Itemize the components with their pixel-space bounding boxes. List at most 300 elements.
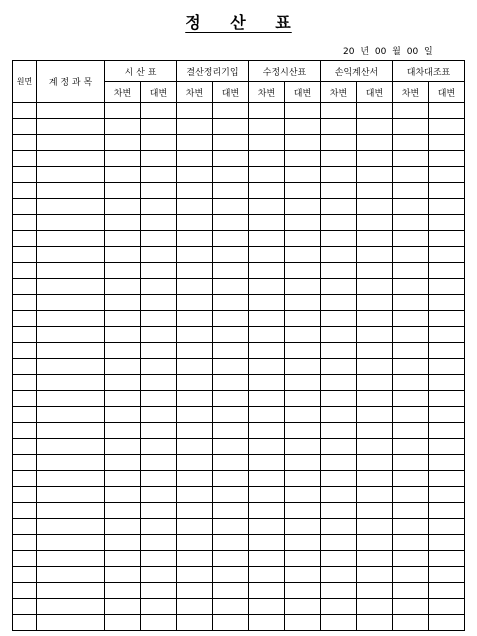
amount-cell[interactable] — [249, 407, 285, 423]
row-number-cell[interactable] — [13, 423, 37, 439]
row-number-cell[interactable] — [13, 535, 37, 551]
amount-cell[interactable] — [177, 119, 213, 135]
amount-cell[interactable] — [213, 423, 249, 439]
amount-cell[interactable] — [285, 551, 321, 567]
amount-cell[interactable] — [105, 487, 141, 503]
amount-cell[interactable] — [429, 599, 465, 615]
amount-cell[interactable] — [141, 551, 177, 567]
amount-cell[interactable] — [177, 135, 213, 151]
amount-cell[interactable] — [177, 471, 213, 487]
amount-cell[interactable] — [105, 359, 141, 375]
amount-cell[interactable] — [393, 503, 429, 519]
amount-cell[interactable] — [429, 519, 465, 535]
amount-cell[interactable] — [105, 535, 141, 551]
row-number-cell[interactable] — [13, 407, 37, 423]
amount-cell[interactable] — [285, 151, 321, 167]
amount-cell[interactable] — [213, 119, 249, 135]
amount-cell[interactable] — [429, 503, 465, 519]
amount-cell[interactable] — [141, 535, 177, 551]
amount-cell[interactable] — [105, 215, 141, 231]
amount-cell[interactable] — [321, 519, 357, 535]
amount-cell[interactable] — [357, 263, 393, 279]
amount-cell[interactable] — [357, 103, 393, 119]
amount-cell[interactable] — [249, 551, 285, 567]
amount-cell[interactable] — [285, 311, 321, 327]
amount-cell[interactable] — [321, 359, 357, 375]
amount-cell[interactable] — [285, 583, 321, 599]
amount-cell[interactable] — [105, 151, 141, 167]
amount-cell[interactable] — [321, 407, 357, 423]
amount-cell[interactable] — [141, 215, 177, 231]
amount-cell[interactable] — [357, 311, 393, 327]
amount-cell[interactable] — [321, 135, 357, 151]
amount-cell[interactable] — [285, 391, 321, 407]
amount-cell[interactable] — [141, 327, 177, 343]
amount-cell[interactable] — [393, 551, 429, 567]
amount-cell[interactable] — [429, 183, 465, 199]
amount-cell[interactable] — [177, 519, 213, 535]
amount-cell[interactable] — [429, 583, 465, 599]
amount-cell[interactable] — [141, 567, 177, 583]
amount-cell[interactable] — [429, 407, 465, 423]
row-number-cell[interactable] — [13, 503, 37, 519]
amount-cell[interactable] — [429, 423, 465, 439]
amount-cell[interactable] — [285, 247, 321, 263]
amount-cell[interactable] — [141, 199, 177, 215]
row-number-cell[interactable] — [13, 279, 37, 295]
amount-cell[interactable] — [249, 231, 285, 247]
amount-cell[interactable] — [249, 167, 285, 183]
amount-cell[interactable] — [321, 503, 357, 519]
amount-cell[interactable] — [321, 295, 357, 311]
amount-cell[interactable] — [213, 567, 249, 583]
account-cell[interactable] — [37, 423, 105, 439]
amount-cell[interactable] — [213, 583, 249, 599]
account-cell[interactable] — [37, 391, 105, 407]
amount-cell[interactable] — [393, 599, 429, 615]
amount-cell[interactable] — [357, 119, 393, 135]
amount-cell[interactable] — [321, 151, 357, 167]
amount-cell[interactable] — [429, 263, 465, 279]
amount-cell[interactable] — [177, 199, 213, 215]
amount-cell[interactable] — [105, 135, 141, 151]
amount-cell[interactable] — [393, 263, 429, 279]
row-number-cell[interactable] — [13, 295, 37, 311]
amount-cell[interactable] — [177, 551, 213, 567]
amount-cell[interactable] — [141, 119, 177, 135]
amount-cell[interactable] — [213, 615, 249, 631]
account-cell[interactable] — [37, 487, 105, 503]
amount-cell[interactable] — [177, 151, 213, 167]
amount-cell[interactable] — [285, 103, 321, 119]
amount-cell[interactable] — [357, 407, 393, 423]
amount-cell[interactable] — [141, 503, 177, 519]
amount-cell[interactable] — [249, 567, 285, 583]
account-cell[interactable] — [37, 615, 105, 631]
amount-cell[interactable] — [357, 375, 393, 391]
amount-cell[interactable] — [429, 295, 465, 311]
amount-cell[interactable] — [321, 103, 357, 119]
amount-cell[interactable] — [321, 471, 357, 487]
row-number-cell[interactable] — [13, 391, 37, 407]
amount-cell[interactable] — [357, 199, 393, 215]
row-number-cell[interactable] — [13, 247, 37, 263]
amount-cell[interactable] — [213, 343, 249, 359]
amount-cell[interactable] — [141, 343, 177, 359]
amount-cell[interactable] — [357, 471, 393, 487]
amount-cell[interactable] — [429, 279, 465, 295]
amount-cell[interactable] — [213, 295, 249, 311]
amount-cell[interactable] — [393, 295, 429, 311]
row-number-cell[interactable] — [13, 215, 37, 231]
amount-cell[interactable] — [429, 455, 465, 471]
amount-cell[interactable] — [177, 327, 213, 343]
amount-cell[interactable] — [321, 551, 357, 567]
amount-cell[interactable] — [249, 119, 285, 135]
row-number-cell[interactable] — [13, 487, 37, 503]
amount-cell[interactable] — [393, 151, 429, 167]
amount-cell[interactable] — [177, 295, 213, 311]
amount-cell[interactable] — [213, 167, 249, 183]
account-cell[interactable] — [37, 151, 105, 167]
amount-cell[interactable] — [285, 231, 321, 247]
amount-cell[interactable] — [105, 615, 141, 631]
amount-cell[interactable] — [249, 151, 285, 167]
account-cell[interactable] — [37, 135, 105, 151]
amount-cell[interactable] — [105, 183, 141, 199]
amount-cell[interactable] — [141, 103, 177, 119]
amount-cell[interactable] — [393, 375, 429, 391]
row-number-cell[interactable] — [13, 167, 37, 183]
amount-cell[interactable] — [249, 487, 285, 503]
row-number-cell[interactable] — [13, 263, 37, 279]
amount-cell[interactable] — [321, 327, 357, 343]
amount-cell[interactable] — [429, 311, 465, 327]
amount-cell[interactable] — [393, 615, 429, 631]
amount-cell[interactable] — [321, 167, 357, 183]
amount-cell[interactable] — [177, 535, 213, 551]
amount-cell[interactable] — [177, 391, 213, 407]
amount-cell[interactable] — [141, 311, 177, 327]
amount-cell[interactable] — [213, 535, 249, 551]
amount-cell[interactable] — [105, 551, 141, 567]
amount-cell[interactable] — [141, 375, 177, 391]
account-cell[interactable] — [37, 215, 105, 231]
amount-cell[interactable] — [105, 231, 141, 247]
amount-cell[interactable] — [249, 311, 285, 327]
amount-cell[interactable] — [249, 279, 285, 295]
amount-cell[interactable] — [141, 295, 177, 311]
amount-cell[interactable] — [249, 375, 285, 391]
amount-cell[interactable] — [321, 583, 357, 599]
amount-cell[interactable] — [321, 263, 357, 279]
account-cell[interactable] — [37, 375, 105, 391]
amount-cell[interactable] — [393, 423, 429, 439]
amount-cell[interactable] — [429, 375, 465, 391]
amount-cell[interactable] — [177, 583, 213, 599]
amount-cell[interactable] — [105, 119, 141, 135]
amount-cell[interactable] — [141, 135, 177, 151]
amount-cell[interactable] — [213, 151, 249, 167]
amount-cell[interactable] — [213, 103, 249, 119]
account-cell[interactable] — [37, 599, 105, 615]
account-cell[interactable] — [37, 535, 105, 551]
amount-cell[interactable] — [285, 487, 321, 503]
account-cell[interactable] — [37, 407, 105, 423]
amount-cell[interactable] — [249, 359, 285, 375]
amount-cell[interactable] — [177, 567, 213, 583]
amount-cell[interactable] — [321, 391, 357, 407]
account-cell[interactable] — [37, 103, 105, 119]
amount-cell[interactable] — [429, 151, 465, 167]
amount-cell[interactable] — [249, 519, 285, 535]
amount-cell[interactable] — [429, 103, 465, 119]
account-cell[interactable] — [37, 343, 105, 359]
account-cell[interactable] — [37, 183, 105, 199]
amount-cell[interactable] — [177, 103, 213, 119]
amount-cell[interactable] — [213, 439, 249, 455]
amount-cell[interactable] — [105, 295, 141, 311]
amount-cell[interactable] — [393, 279, 429, 295]
amount-cell[interactable] — [429, 439, 465, 455]
row-number-cell[interactable] — [13, 199, 37, 215]
amount-cell[interactable] — [213, 375, 249, 391]
amount-cell[interactable] — [357, 151, 393, 167]
row-number-cell[interactable] — [13, 327, 37, 343]
amount-cell[interactable] — [141, 183, 177, 199]
amount-cell[interactable] — [141, 359, 177, 375]
amount-cell[interactable] — [321, 439, 357, 455]
amount-cell[interactable] — [177, 263, 213, 279]
amount-cell[interactable] — [141, 519, 177, 535]
row-number-cell[interactable] — [13, 231, 37, 247]
account-cell[interactable] — [37, 279, 105, 295]
row-number-cell[interactable] — [13, 359, 37, 375]
row-number-cell[interactable] — [13, 119, 37, 135]
amount-cell[interactable] — [141, 471, 177, 487]
amount-cell[interactable] — [357, 343, 393, 359]
amount-cell[interactable] — [357, 599, 393, 615]
amount-cell[interactable] — [249, 135, 285, 151]
amount-cell[interactable] — [213, 327, 249, 343]
amount-cell[interactable] — [285, 167, 321, 183]
amount-cell[interactable] — [141, 167, 177, 183]
amount-cell[interactable] — [177, 359, 213, 375]
amount-cell[interactable] — [429, 135, 465, 151]
amount-cell[interactable] — [321, 183, 357, 199]
amount-cell[interactable] — [141, 407, 177, 423]
amount-cell[interactable] — [285, 295, 321, 311]
amount-cell[interactable] — [393, 311, 429, 327]
amount-cell[interactable] — [213, 279, 249, 295]
account-cell[interactable] — [37, 551, 105, 567]
amount-cell[interactable] — [285, 423, 321, 439]
amount-cell[interactable] — [213, 231, 249, 247]
amount-cell[interactable] — [141, 231, 177, 247]
amount-cell[interactable] — [393, 567, 429, 583]
amount-cell[interactable] — [105, 343, 141, 359]
amount-cell[interactable] — [285, 343, 321, 359]
amount-cell[interactable] — [249, 391, 285, 407]
amount-cell[interactable] — [321, 343, 357, 359]
amount-cell[interactable] — [429, 343, 465, 359]
amount-cell[interactable] — [249, 439, 285, 455]
amount-cell[interactable] — [213, 471, 249, 487]
amount-cell[interactable] — [177, 375, 213, 391]
account-cell[interactable] — [37, 231, 105, 247]
amount-cell[interactable] — [429, 359, 465, 375]
account-cell[interactable] — [37, 455, 105, 471]
amount-cell[interactable] — [357, 167, 393, 183]
amount-cell[interactable] — [429, 391, 465, 407]
amount-cell[interactable] — [141, 599, 177, 615]
amount-cell[interactable] — [429, 327, 465, 343]
amount-cell[interactable] — [429, 551, 465, 567]
amount-cell[interactable] — [285, 407, 321, 423]
amount-cell[interactable] — [105, 583, 141, 599]
row-number-cell[interactable] — [13, 343, 37, 359]
amount-cell[interactable] — [321, 119, 357, 135]
amount-cell[interactable] — [321, 455, 357, 471]
amount-cell[interactable] — [393, 471, 429, 487]
amount-cell[interactable] — [141, 423, 177, 439]
amount-cell[interactable] — [249, 423, 285, 439]
account-cell[interactable] — [37, 519, 105, 535]
amount-cell[interactable] — [105, 455, 141, 471]
amount-cell[interactable] — [213, 487, 249, 503]
amount-cell[interactable] — [393, 407, 429, 423]
amount-cell[interactable] — [321, 599, 357, 615]
amount-cell[interactable] — [285, 519, 321, 535]
amount-cell[interactable] — [321, 247, 357, 263]
amount-cell[interactable] — [393, 519, 429, 535]
amount-cell[interactable] — [177, 455, 213, 471]
account-cell[interactable] — [37, 295, 105, 311]
amount-cell[interactable] — [249, 199, 285, 215]
account-cell[interactable] — [37, 359, 105, 375]
amount-cell[interactable] — [321, 199, 357, 215]
amount-cell[interactable] — [357, 279, 393, 295]
row-number-cell[interactable] — [13, 183, 37, 199]
amount-cell[interactable] — [285, 279, 321, 295]
amount-cell[interactable] — [393, 199, 429, 215]
amount-cell[interactable] — [105, 327, 141, 343]
amount-cell[interactable] — [285, 199, 321, 215]
row-number-cell[interactable] — [13, 551, 37, 567]
amount-cell[interactable] — [357, 439, 393, 455]
amount-cell[interactable] — [213, 503, 249, 519]
amount-cell[interactable] — [429, 215, 465, 231]
amount-cell[interactable] — [429, 119, 465, 135]
amount-cell[interactable] — [393, 135, 429, 151]
amount-cell[interactable] — [357, 183, 393, 199]
amount-cell[interactable] — [321, 487, 357, 503]
account-cell[interactable] — [37, 503, 105, 519]
amount-cell[interactable] — [141, 583, 177, 599]
account-cell[interactable] — [37, 327, 105, 343]
amount-cell[interactable] — [177, 231, 213, 247]
amount-cell[interactable] — [141, 279, 177, 295]
amount-cell[interactable] — [285, 135, 321, 151]
amount-cell[interactable] — [393, 535, 429, 551]
amount-cell[interactable] — [105, 167, 141, 183]
amount-cell[interactable] — [141, 263, 177, 279]
row-number-cell[interactable] — [13, 471, 37, 487]
amount-cell[interactable] — [357, 359, 393, 375]
amount-cell[interactable] — [141, 391, 177, 407]
amount-cell[interactable] — [105, 503, 141, 519]
amount-cell[interactable] — [213, 407, 249, 423]
row-number-cell[interactable] — [13, 599, 37, 615]
row-number-cell[interactable] — [13, 311, 37, 327]
account-cell[interactable] — [37, 583, 105, 599]
amount-cell[interactable] — [105, 199, 141, 215]
amount-cell[interactable] — [249, 103, 285, 119]
amount-cell[interactable] — [249, 583, 285, 599]
amount-cell[interactable] — [177, 311, 213, 327]
amount-cell[interactable] — [357, 487, 393, 503]
amount-cell[interactable] — [321, 215, 357, 231]
amount-cell[interactable] — [249, 615, 285, 631]
amount-cell[interactable] — [357, 503, 393, 519]
amount-cell[interactable] — [393, 439, 429, 455]
amount-cell[interactable] — [321, 231, 357, 247]
amount-cell[interactable] — [357, 519, 393, 535]
amount-cell[interactable] — [213, 359, 249, 375]
amount-cell[interactable] — [141, 615, 177, 631]
amount-cell[interactable] — [393, 487, 429, 503]
amount-cell[interactable] — [321, 375, 357, 391]
amount-cell[interactable] — [105, 519, 141, 535]
amount-cell[interactable] — [357, 295, 393, 311]
account-cell[interactable] — [37, 471, 105, 487]
amount-cell[interactable] — [285, 615, 321, 631]
row-number-cell[interactable] — [13, 455, 37, 471]
amount-cell[interactable] — [177, 439, 213, 455]
row-number-cell[interactable] — [13, 567, 37, 583]
amount-cell[interactable] — [213, 263, 249, 279]
amount-cell[interactable] — [105, 375, 141, 391]
amount-cell[interactable] — [357, 583, 393, 599]
amount-cell[interactable] — [393, 455, 429, 471]
amount-cell[interactable] — [285, 215, 321, 231]
amount-cell[interactable] — [177, 503, 213, 519]
amount-cell[interactable] — [393, 183, 429, 199]
amount-cell[interactable] — [249, 263, 285, 279]
row-number-cell[interactable] — [13, 151, 37, 167]
amount-cell[interactable] — [393, 231, 429, 247]
amount-cell[interactable] — [213, 199, 249, 215]
amount-cell[interactable] — [285, 455, 321, 471]
row-number-cell[interactable] — [13, 439, 37, 455]
amount-cell[interactable] — [321, 279, 357, 295]
amount-cell[interactable] — [105, 311, 141, 327]
amount-cell[interactable] — [393, 391, 429, 407]
amount-cell[interactable] — [429, 615, 465, 631]
amount-cell[interactable] — [141, 487, 177, 503]
amount-cell[interactable] — [393, 167, 429, 183]
amount-cell[interactable] — [357, 567, 393, 583]
amount-cell[interactable] — [321, 535, 357, 551]
amount-cell[interactable] — [429, 535, 465, 551]
amount-cell[interactable] — [213, 391, 249, 407]
account-cell[interactable] — [37, 263, 105, 279]
amount-cell[interactable] — [285, 439, 321, 455]
amount-cell[interactable] — [177, 183, 213, 199]
amount-cell[interactable] — [177, 247, 213, 263]
amount-cell[interactable] — [105, 247, 141, 263]
amount-cell[interactable] — [357, 535, 393, 551]
